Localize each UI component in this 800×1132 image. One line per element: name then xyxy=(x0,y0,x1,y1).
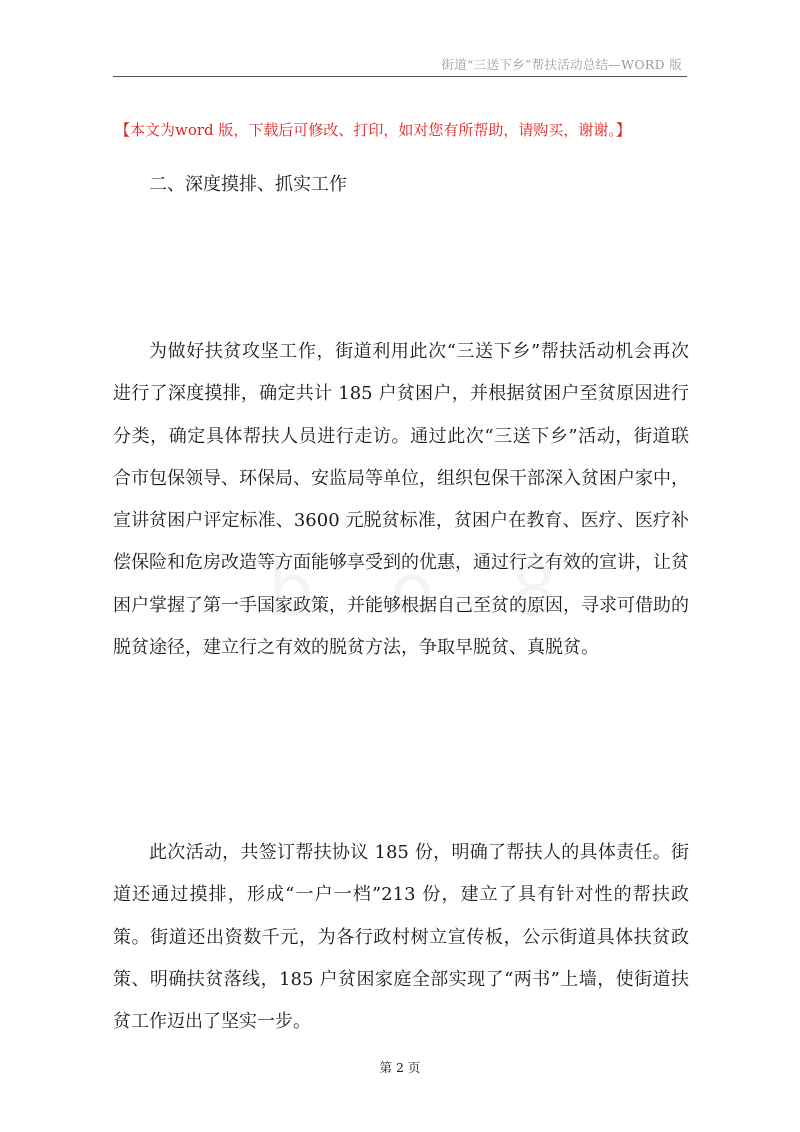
download-notice: 【本文为word 版，下载后可修改、打印，如对您有所帮助，请购买，谢谢。】 xyxy=(115,121,631,139)
page-number: 第 2 页 xyxy=(379,1060,421,1075)
body-paragraph-2: 此次活动，共签订帮扶协议 185 份，明确了帮扶人的具体责任。街道还通过摸排，形成“一户一档”213 份，建立了具有针对性的帮扶政策。街道还出资数千元，为各行政村树立宣传板，公示街道具体扶贫政策、明确扶贫落线，185 户贫困家庭全部实现了“两书”上墙，使街道扶贫工作迈出了坚实一步。 xyxy=(113,842,689,1033)
section-heading: 二、深度摸排、抓实工作 xyxy=(149,174,347,195)
document-header-title: 街道“三送下乡”帮扶活动总结—WORD 版 xyxy=(441,57,682,72)
body-paragraph-1: 为做好扶贫攻坚工作，街道利用此次“三送下乡”帮扶活动机会再次进行了深度摸排，确定共计 185 户贫困户，并根据贫困户至贫原因进行分类，确定具体帮扶人员进行走访。通过此次“三送下乡”活动，街道联合市包保领导、环保局、安监局等单位，组织包保干部深入贫困户家中，宣讲贫困户评定标准、3600 元脱贫标准，贫困户在教育、医疗、医疗补偿保险和危房改造等方面能够享受到的优惠，通过行之有效的宣讲，让贫困户掌握了第一手国家政策，并能够根据自己至贫的原因，寻求可借助的脱贫途径，建立行之有效的脱贫方法，争取早脱贫、真脱贫。 xyxy=(113,341,689,659)
header-divider xyxy=(113,76,687,77)
